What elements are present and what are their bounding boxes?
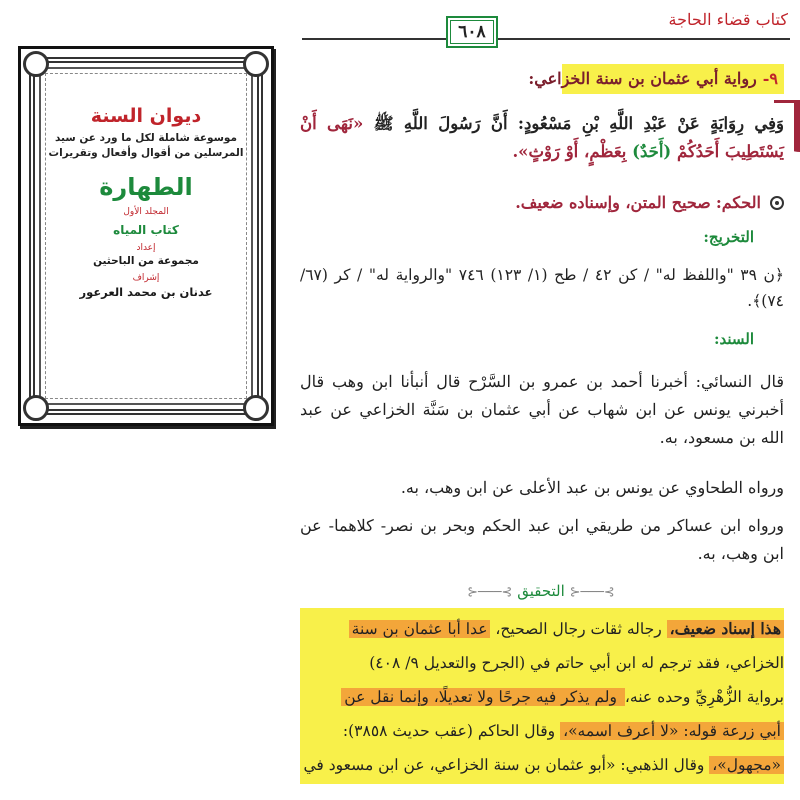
takhrij-heading: التخريج: [703,228,754,246]
flower-bullet-icon [770,196,784,210]
page-header [302,6,790,40]
frame-knot-ornament [23,395,49,421]
book-page [282,0,800,800]
sanad-paragraph: ورواه ابن عساكر من طريقي ابن عبد الحكم وبحر بن نصر- كلاهما- عن ابن وهب، به. [300,516,784,563]
divider-ornament: ⊱───⊰ [467,585,513,600]
hadith-matn-end: بِعَظْمٍ، أَوْ رَوْثٍ». [512,142,633,161]
cover-description-line: المرسلين من أقوال وأفعال وتقريرات [48,147,244,160]
ruling-line [515,190,784,216]
sanad-heading: السند: [713,330,754,348]
book-cover [18,46,274,426]
section-number: ٩- [762,69,778,88]
tahqiq-divider [282,582,800,600]
tahqiq-line: هذا إسناد ضعيف، رجاله ثقات رجال الصحيح، عدا أبا عثمان بن سنة [349,614,784,644]
hadith-text [300,110,784,166]
cover-supervision-label: إشراف [132,273,160,284]
tahqiq-highlighted-block [300,608,784,784]
cover-title: ديوان السنة [90,105,202,127]
section-title: رواية أبي عثمان بن سنة الخزاعي: [528,69,757,88]
cover-book-name: كتاب المياه [113,223,179,238]
takhrij-text: ﴿ن ٣٩ "واللفظ له" / كن ٤٢ / طح (١/ ١٢٣) ٧٤٦ "والرواية له" / كر (٦٧/ ٧٤)﴾. [300,266,784,310]
cover-supervisor: عدنان بن محمد العرعور [79,285,213,300]
divider-ornament: ⊱───⊰ [569,585,615,600]
highlight-span: ولم يذكر فيه جرحًا ولا تعديلًا، وإنما نقل عن [341,688,625,706]
frame-knot-ornament [243,51,269,77]
hadith-intro: وَفِي رِوَايَةٍ عَنْ عَبْدِ اللَّهِ بْنِ مَسْعُودٍ: أَنَّ رَسُولَ اللَّهِ ﷺ [363,114,784,133]
cover-description [47,131,245,161]
frame-knot-ornament [243,395,269,421]
highlight-span: أبي زرعة قوله: «لا أعرف اسمه»، [560,722,784,740]
frame-knot-ornament [23,51,49,77]
running-header-title: كتاب قضاء الحاجة [668,10,788,29]
tahqiq-line: برواية الزُّهْرِيِّ وحده عنه، ولم يذكر فيه جرحًا ولا تعديلًا، وإنما نقل عن [341,682,784,712]
cover-prepared-label: إعداد [136,243,156,254]
tahqiq-line: الخزاعي، فقد ترجم له ابن أبي حاتم في (الجرح والتعديل ٩/ ٤٠٨) [369,654,784,672]
ruling-text: صحيح المتن، وإسناده ضعيف. [515,193,711,212]
section-heading [528,64,784,94]
sanad-paragraph: ورواه الطحاوي عن يونس بن عبد الأعلى عن ابن وهب، به. [400,478,784,497]
tahqiq-heading: التحقيق [517,582,565,600]
cover-prepared-by: مجموعة من الباحثين [93,255,199,268]
cover-volume-title: الطهارة [99,173,193,202]
hadith-matn: «نَهَى أَنْ يَسْتَطِيبَ أَحَدُكُمْ [300,114,784,161]
page-number: ٦٠٨ [446,16,498,48]
cover-content [47,97,245,383]
highlight-span: هذا إسناد ضعيف، [667,620,784,638]
hadith-variant-reading: (أَحَدٌ) [632,142,672,161]
cover-description-line: موسوعة شاملة لكل ما ورد عن سيد [54,132,237,144]
ruling-label: الحكم: [715,193,761,212]
highlight-span: عدا أبا عثمان بن سنة [349,620,491,638]
sanad-paragraph: قال النسائي: أخبرنا أحمد بن عمرو بن السَّرْح قال أنبأنا ابن وهب قال أخبرني يونس عن ابن شهاب عن أبي عثمان بن سَنَّة الخزاعي عن عبد الله بن مسعود، به. [300,372,784,447]
cover-volume: المجلد الأول [123,207,169,218]
tahqiq-line: أبي زرعة قوله: «لا أعرف اسمه»، وقال الحاكم (عقب حديث ٣٨٥٨): [343,716,784,746]
tahqiq-line: «مجهول»، وقال الذهبي: «أبو عثمان بن سنة الخزاعي، عن ابن مسعود في [303,750,784,780]
highlight-span: «مجهول»، [709,756,784,774]
